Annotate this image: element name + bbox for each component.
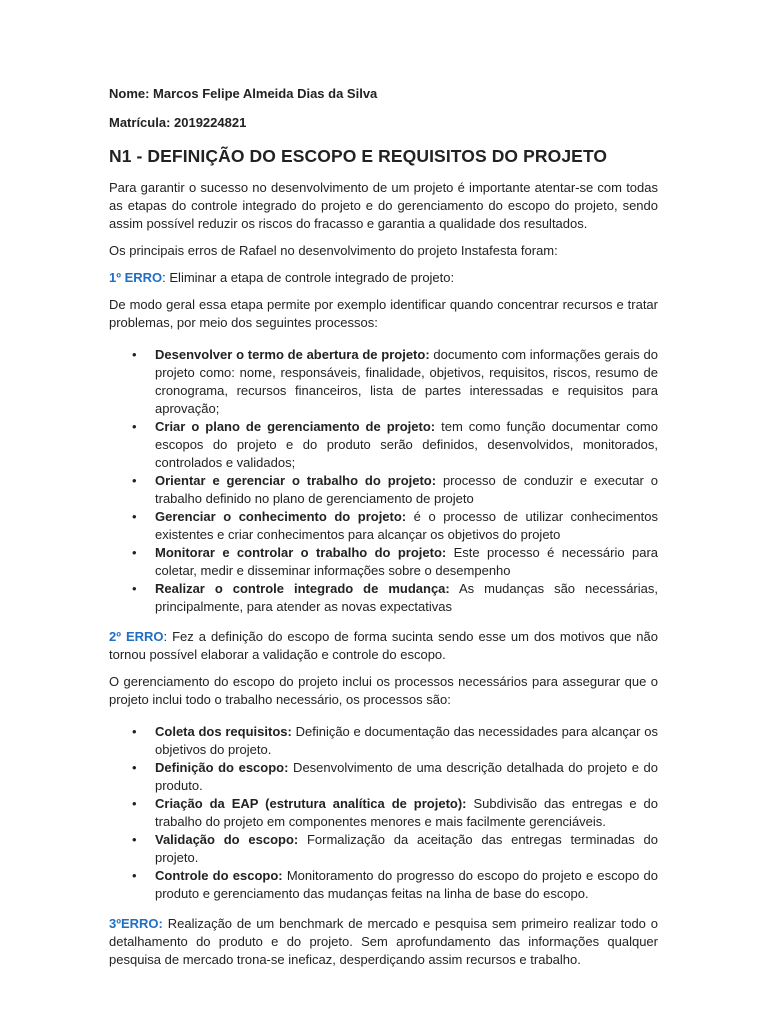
list-item-desc: As mudanças são necessárias, principalmente, para atender as novas expectativas: [155, 581, 658, 614]
list-item-term: Orientar e gerenciar o trabalho do projeto:: [155, 473, 437, 488]
list-item-desc: Desenvolvimento de uma descrição detalhada do projeto e do produto.: [155, 760, 658, 793]
list-item-term: Desenvolver o termo de abertura de projeto:: [155, 347, 430, 362]
list-item-term: Validação do escopo:: [155, 832, 299, 847]
bullet-icon: •: [132, 796, 137, 811]
erro3-paragraph: [109, 915, 658, 969]
intro-paragraph: Para garantir o sucesso no desenvolvimento de um projeto é importante atentar-se com todas as etapas do controle integrado do projeto e do gerenciamento do escopo do projeto, sendo assim possível reduzir os riscos do fracasso e garantia a qualidade dos resultados.: [109, 180, 658, 231]
list-item: [132, 580, 658, 616]
list-item: [132, 346, 658, 418]
page-title: N1 - DEFINIÇÃO DO ESCOPO E REQUISITOS DO PROJETO: [109, 146, 608, 166]
erro3-text: Realização de um benchmark de mercado e pesquisa sem primeiro realizar todo o detalhamento do produto e do projeto. Sem aprofundamento das informações qualquer pesquisa de mercado trona-se ineficaz, desperdiçando assim recursos e trabalho.: [109, 916, 658, 967]
bullet-icon: •: [132, 868, 137, 883]
erro3-label: 3ºERRO:: [109, 916, 163, 931]
list-item: [132, 508, 658, 544]
list-item: [132, 418, 658, 472]
list-item-desc: documento com informações gerais do projeto como: nome, responsáveis, finalidade, objetivos, requisitos, riscos, resumo de cronograma, recursos financeiros, lista de partes interessadas e requisitos para aprovação;: [155, 347, 658, 416]
list-item-desc: processo de conduzir e executar o trabalho definido no plano de gerenciamento de projeto: [155, 473, 658, 506]
list-item-term: Criar o plano de gerenciamento de projeto:: [155, 419, 436, 434]
bullet-icon: •: [132, 581, 137, 596]
list-item-term: Monitorar e controlar o trabalho do projeto:: [155, 545, 447, 560]
list-item: [132, 544, 659, 580]
bullet-icon: •: [132, 509, 137, 524]
erro2-paragraph: O gerenciamento do escopo do projeto inclui os processos necessários para assegurar que o projeto inclui todo o trabalho necessário, os processos são:: [109, 674, 658, 707]
erro2-label: 2º ERRO: [109, 629, 164, 644]
list-item: [132, 759, 658, 795]
errors-intro: Os principais erros de Rafael no desenvolvimento do projeto Instafesta foram:: [109, 243, 558, 258]
list-item-term: Controle do escopo:: [155, 868, 283, 883]
list-item-term: Coleta dos requisitos:: [155, 724, 292, 739]
list-item-term: Gerenciar o conhecimento do projeto:: [155, 509, 407, 524]
bullet-icon: •: [132, 545, 137, 560]
list-item-desc: Este processo é necessário para coletar, medir e disseminar informações sobre o desempenho: [155, 545, 659, 578]
erro1-paragraph: De modo geral essa etapa permite por exemplo identificar quando concentrar recursos e tratar problemas, por meio dos seguintes processos:: [109, 297, 658, 330]
erro2-heading: [109, 628, 658, 664]
bullet-icon: •: [132, 760, 137, 775]
erro1-process-list: [109, 346, 658, 616]
erro2-process-list: [109, 723, 658, 903]
student-id: Matrícula: 2019224821: [109, 115, 247, 130]
list-item-term: Criação da EAP (estrutura analítica de projeto):: [155, 796, 467, 811]
list-item: [132, 831, 658, 867]
erro1-label: 1º ERRO: [109, 270, 163, 285]
list-item: [132, 472, 658, 508]
list-item-term: Realizar o controle integrado de mudança:: [155, 581, 450, 596]
bullet-icon: •: [132, 347, 137, 362]
list-item: [132, 723, 658, 759]
list-item-desc: Formalização da aceitação das entregas terminadas do projeto.: [155, 832, 658, 865]
bullet-icon: •: [132, 724, 137, 739]
erro2-text: : Fez a definição do escopo de forma sucinta sendo esse um dos motivos que não tornou possível elaborar a validação e controle do escopo.: [109, 629, 658, 662]
list-item-desc: Subdivisão das entregas e do trabalho do projeto em componentes menores e mais facilmente gerenciáveis.: [155, 796, 658, 829]
list-item-desc: tem como função documentar como escopos do projeto e do produto serão definidos, desenvolvidos, monitorados, controlados e validados;: [155, 419, 658, 470]
list-item-desc: é o processo de utilizar conhecimentos existentes e criar conhecimentos para alcançar os objetivos do projeto: [155, 509, 658, 542]
list-item-desc: Monitoramento do progresso do escopo do projeto e escopo do produto e gerenciamento das mudanças feitas na linha de base do escopo.: [155, 868, 658, 901]
list-item-term: Definição do escopo:: [155, 760, 289, 775]
bullet-icon: •: [132, 419, 137, 434]
bullet-icon: •: [132, 832, 137, 847]
bullet-icon: •: [132, 473, 137, 488]
list-item-desc: Definição e documentação das necessidades para alcançar os objetivos do projeto.: [155, 724, 658, 757]
erro1-text: : Eliminar a etapa de controle integrado de projeto:: [162, 270, 455, 285]
student-name: Nome: Marcos Felipe Almeida Dias da Silva: [109, 86, 378, 101]
list-item: [132, 867, 658, 903]
erro1-heading: [109, 269, 658, 287]
list-item: [132, 795, 658, 831]
